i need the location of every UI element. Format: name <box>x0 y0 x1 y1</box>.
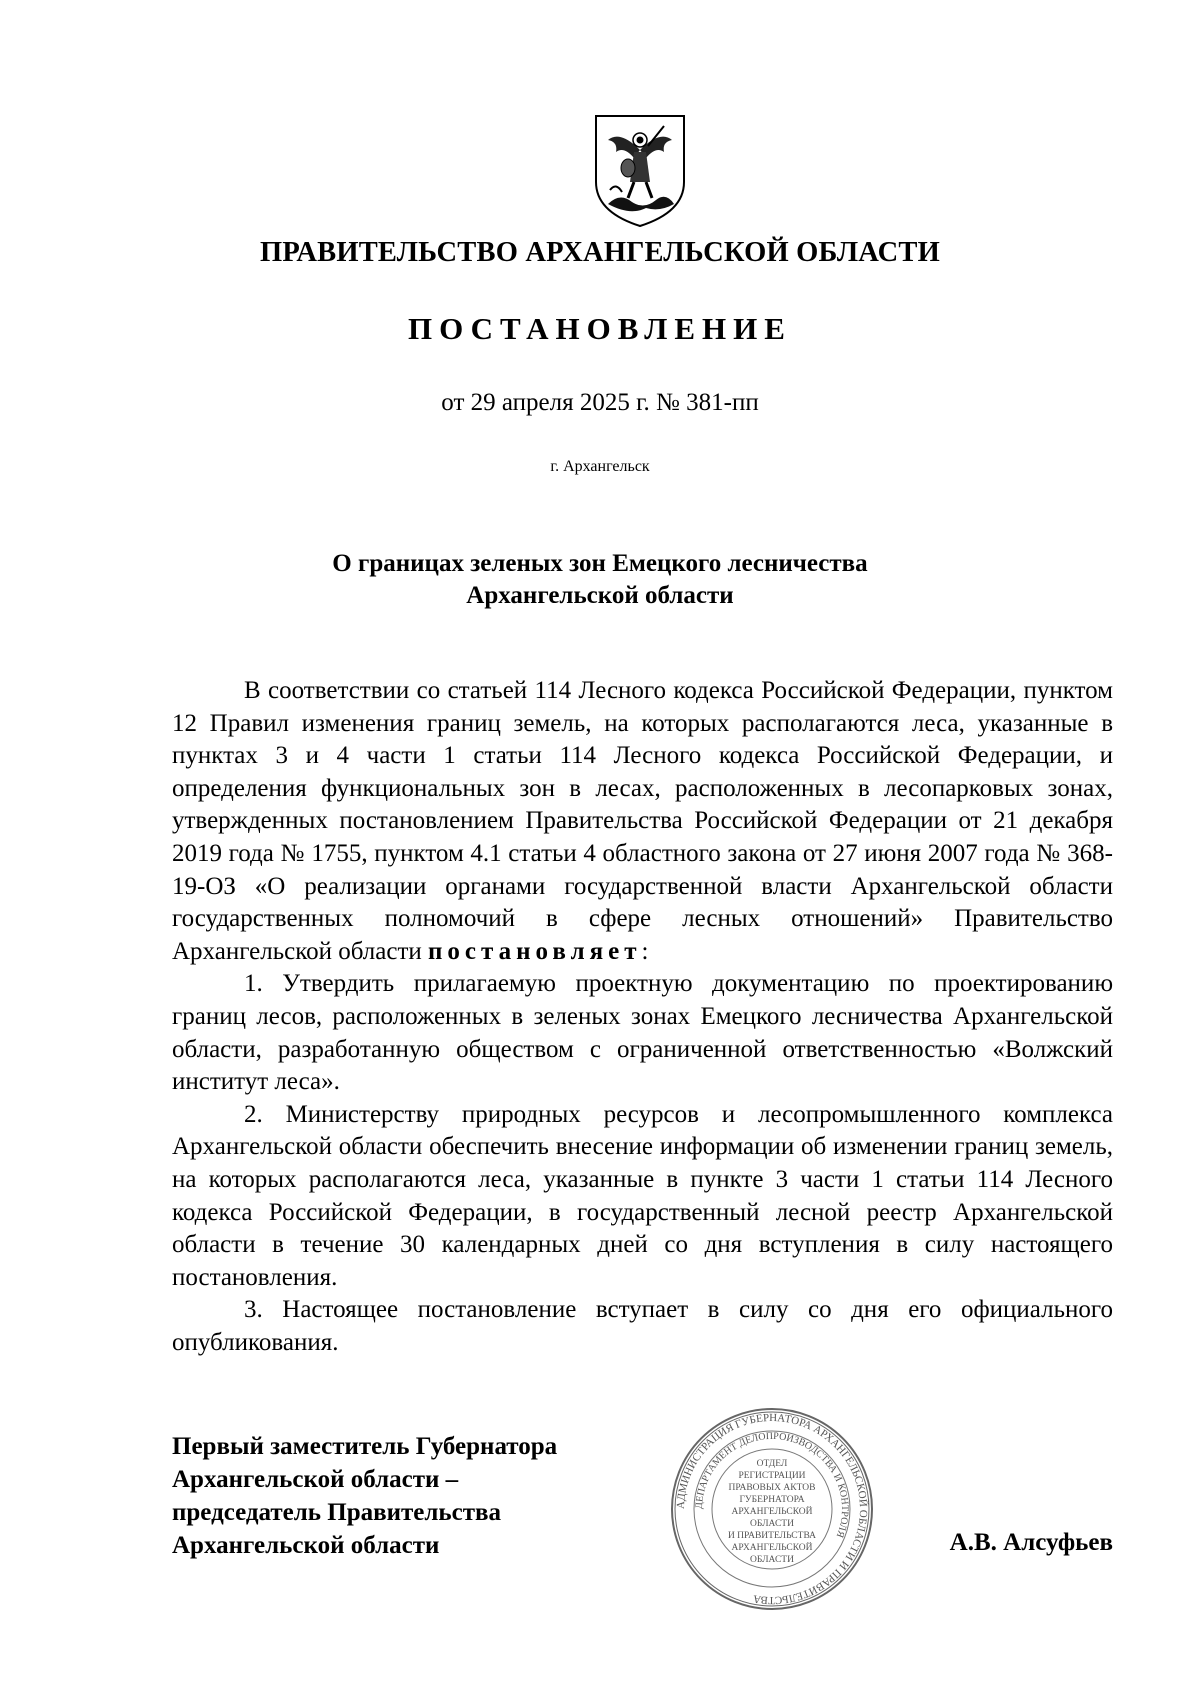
position-line-1: Первый заместитель Губернатора <box>172 1433 558 1460</box>
stamp-center-line: ОБЛАСТИ <box>750 1519 794 1529</box>
preamble-paragraph <box>172 675 1113 968</box>
stamp-center-line: И ПРАВИТЕЛЬСТВА <box>727 1531 817 1541</box>
position-line-3: председатель Правительства <box>172 1499 502 1526</box>
stamp-center-line: ПРАВОВЫХ АКТОВ <box>728 1483 816 1493</box>
document-subject <box>0 548 1200 612</box>
coat-of-arms-icon <box>590 112 690 230</box>
item-1-paragraph: 1. Утвердить прилагаемую проектную документацию по проектированию границ лесов, расположенных в зеленых зонах Емецкого лесничества Архангельской области, разработанную обществом с ограниченной ответственностью «Волжский институт леса». <box>172 970 1113 1096</box>
document-type-title: ПОСТАНОВЛЕНИЕ <box>408 311 792 346</box>
stamp-center-line: ОТДЕЛ <box>756 1459 788 1469</box>
stamp-outer-ring-text: АДМИНИСТРАЦИЯ ГУБЕРНАТОРА АРХАНГЕЛЬСКОЙ ОБЛАСТИ И ПРАВИТЕЛЬСТВА <box>674 1411 870 1607</box>
position-line-2: Архангельской области – <box>172 1466 459 1493</box>
subject-line-2: Архангельской области <box>466 582 734 609</box>
stamp-center-line: АРХАНГЕЛЬСКОЙ <box>731 1543 813 1553</box>
stamp-center-line: ОБЛАСТИ <box>750 1555 794 1565</box>
resolves-word: постановляет <box>428 937 642 965</box>
stamp-center-line: АРХАНГЕЛЬСКОЙ <box>731 1507 813 1517</box>
stamp-center-line: ГУБЕРНАТОРА <box>739 1495 805 1505</box>
position-line-4: Архангельской области <box>172 1532 440 1559</box>
signatory-position <box>172 1430 557 1562</box>
document-body <box>172 675 1113 1359</box>
item-2-paragraph: 2. Министерству природных ресурсов и лесопромышленного комплекса Архангельской области обеспечить внесение информации об изменении границ земель, на которых располагаются леса, указанные в пункте 3 части 1 статьи 114 Лесного кодекса Российской Федерации, в государственный лесной реестр Архангельской области в течение 30 календарных дней со дня вступления в силу настоящего постановления. <box>172 1100 1113 1291</box>
item-3-paragraph: 3. Настоящее постановление вступает в силу со дня его официального опубликования. <box>172 1296 1113 1356</box>
official-stamp <box>667 1404 877 1614</box>
resolves-colon: : <box>641 937 649 965</box>
government-title: ПРАВИТЕЛЬСТВО АРХАНГЕЛЬСКОЙ ОБЛАСТИ <box>260 237 940 268</box>
stamp-center-line: РЕГИСТРАЦИИ <box>738 1471 806 1481</box>
date-number-line: от 29 апреля 2025 г. № 381-пп <box>441 389 759 416</box>
stamp-inner-ring-text: ДЕПАРТАМЕНТ ДЕЛОПРОИЗВОДСТВА И КОНТРОЛЯ <box>693 1430 851 1539</box>
preamble-text: В соответствии со статьей 114 Лесного кодекса Российской Федерации, пунктом 12 Правил изменения границ земель, на которых располагаются леса, указанные в пунктах 3 и 4 части 1 статьи 114 Лесного кодекса Российской Федерации, и определения функциональных зон в лесах, расположенных в лесопарковых зонах, утвержденных постановлением Правительства Российской Федерации от 21 декабря 2019 года № 1755, пунктом 4.1 статьи 4 областного закона от 27 июня 2007 года № 368-19-ОЗ «О реализации органами государственной власти Архангельской области государственных полномочий в сфере лесных отношений» Правительство Архангельской области <box>172 677 1113 965</box>
signatory-name: А.В. Алсуфьев <box>949 1529 1113 1556</box>
subject-line-1: О границах зеленых зон Емецкого лесничества <box>332 550 868 577</box>
city-line: г. Архангельск <box>550 458 650 475</box>
